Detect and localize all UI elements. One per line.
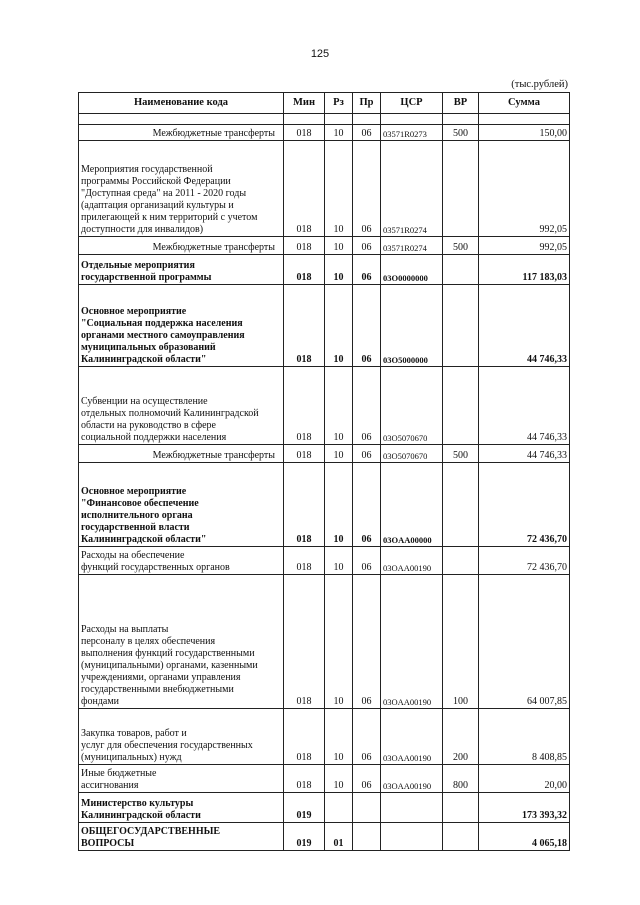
table-row [79,463,570,547]
cell-sum: 992,05 [479,237,570,255]
cell-sum: 44 746,33 [479,285,570,367]
cell-min: 019 [284,793,325,823]
cell-sum: 72 436,70 [479,463,570,547]
cell-csr: 03OAA00190 [381,575,443,709]
header-csr: ЦСР [381,93,443,114]
cell-min: 019 [284,823,325,851]
table-row [79,793,570,823]
header-min: Мин [284,93,325,114]
cell-csr [381,793,443,823]
cell-rz: 10 [325,125,353,141]
cell-name: Субвенции на осуществление отдельных полномочий Калининградской области на руководство в сфере социальной поддержки населения [79,367,284,445]
cell-sum: 173 393,32 [479,793,570,823]
cell-csr: 03O5070670 [381,445,443,463]
cell-pr: 06 [353,285,381,367]
cell-min: 018 [284,285,325,367]
cell-rz: 10 [325,445,353,463]
cell-vr [443,141,479,237]
cell-vr: 100 [443,575,479,709]
cell-rz: 01 [325,823,353,851]
header-vr: ВР [443,93,479,114]
cell-vr: 500 [443,237,479,255]
cell-rz: 10 [325,463,353,547]
cell-csr: 03O5070670 [381,367,443,445]
cell-sum: 150,00 [479,125,570,141]
cell-rz: 10 [325,547,353,575]
cell-vr: 800 [443,765,479,793]
header-pr: Пр [353,93,381,114]
cell-csr: 03OAA00190 [381,709,443,765]
cell-pr: 06 [353,463,381,547]
cell-csr: 03OAA00190 [381,547,443,575]
header-sum: Сумма [479,93,570,114]
cell-sum: 72 436,70 [479,547,570,575]
cell-pr: 06 [353,445,381,463]
cell-pr: 06 [353,765,381,793]
cell-min: 018 [284,255,325,285]
cell-rz: 10 [325,367,353,445]
cell-min: 018 [284,709,325,765]
cell-name: Основное мероприятие "Социальная поддержка населения органами местного самоуправления муниципальных образований Калининградской области" [79,285,284,367]
cell-vr [443,285,479,367]
cell-vr: 200 [443,709,479,765]
cell-csr: 03571R0274 [381,237,443,255]
cell-csr: 03OAA00190 [381,765,443,793]
page-number: 125 [310,48,330,60]
cell-sum: 64 007,85 [479,575,570,709]
cell-rz: 10 [325,765,353,793]
cell-pr: 06 [353,141,381,237]
cell-min: 018 [284,463,325,547]
cell-vr [443,255,479,285]
cell-pr [353,823,381,851]
spacer-row [79,114,570,125]
cell-csr: 03571R0273 [381,125,443,141]
cell-name: Министерство культуры Калининградской области [79,793,284,823]
table-row [79,709,570,765]
cell-sum: 44 746,33 [479,367,570,445]
cell-min: 018 [284,141,325,237]
cell-min: 018 [284,445,325,463]
table-row [79,765,570,793]
cell-sum: 44 746,33 [479,445,570,463]
cell-pr: 06 [353,255,381,285]
table-header-row [79,93,570,114]
cell-vr [443,547,479,575]
cell-name: Мероприятия государственной программы Российской Федерации "Доступная среда" на 2011 - 2020 годы (адаптация организаций культуры и прилегающей к ним территорий с учетом доступности для инвалидов) [79,141,284,237]
cell-pr: 06 [353,125,381,141]
cell-sum: 992,05 [479,141,570,237]
cell-rz: 10 [325,255,353,285]
cell-csr: 03O0000000 [381,255,443,285]
cell-name: ОБЩЕГОСУДАРСТВЕННЫЕ ВОПРОСЫ [79,823,284,851]
cell-pr: 06 [353,709,381,765]
table-row [79,547,570,575]
cell-min: 018 [284,575,325,709]
cell-csr: 03OAA00000 [381,463,443,547]
table-row [79,823,570,851]
cell-name: Межбюджетные трансферты [79,445,284,463]
cell-min: 018 [284,547,325,575]
cell-rz: 10 [325,237,353,255]
cell-pr: 06 [353,367,381,445]
cell-name: Основное мероприятие "Финансовое обеспечение исполнительного органа государственной власти Калининградской области" [79,463,284,547]
cell-sum: 4 065,18 [479,823,570,851]
cell-name: Закупка товаров, работ и услуг для обеспечения государственных (муниципальных) нужд [79,709,284,765]
cell-name: Расходы на обеспечение функций государственных органов [79,547,284,575]
cell-vr [443,367,479,445]
cell-min: 018 [284,367,325,445]
cell-name: Иные бюджетные ассигнования [79,765,284,793]
cell-pr: 06 [353,237,381,255]
table-row [79,141,570,237]
cell-pr: 06 [353,547,381,575]
table-row [79,125,570,141]
table-row [79,237,570,255]
cell-csr: 03O5000000 [381,285,443,367]
header-name: Наименование кода [79,93,284,114]
cell-rz: 10 [325,141,353,237]
cell-name: Расходы на выплаты персоналу в целях обеспечения выполнения функций государственными (муниципальными) органами, казенными учреждениями, органами управления государственными внебюджетными фондами [79,575,284,709]
cell-pr: 06 [353,575,381,709]
table-row [79,367,570,445]
cell-csr: 03571R0274 [381,141,443,237]
table-row [79,445,570,463]
cell-sum: 20,00 [479,765,570,793]
unit-label: (тыс.рублей) [511,79,568,90]
header-rz: Рз [325,93,353,114]
cell-min: 018 [284,237,325,255]
cell-vr [443,823,479,851]
cell-name: Отдельные мероприятия государственной программы [79,255,284,285]
cell-vr [443,793,479,823]
cell-vr [443,463,479,547]
cell-min: 018 [284,125,325,141]
cell-rz: 10 [325,285,353,367]
cell-rz: 10 [325,575,353,709]
cell-sum: 117 183,03 [479,255,570,285]
cell-name: Межбюджетные трансферты [79,125,284,141]
table-row [79,285,570,367]
cell-name: Межбюджетные трансферты [79,237,284,255]
cell-csr [381,823,443,851]
table-row [79,575,570,709]
table-row [79,255,570,285]
cell-vr: 500 [443,445,479,463]
cell-sum: 8 408,85 [479,709,570,765]
cell-pr [353,793,381,823]
budget-table [78,92,570,851]
cell-min: 018 [284,765,325,793]
cell-rz: 10 [325,709,353,765]
cell-rz [325,793,353,823]
cell-vr: 500 [443,125,479,141]
